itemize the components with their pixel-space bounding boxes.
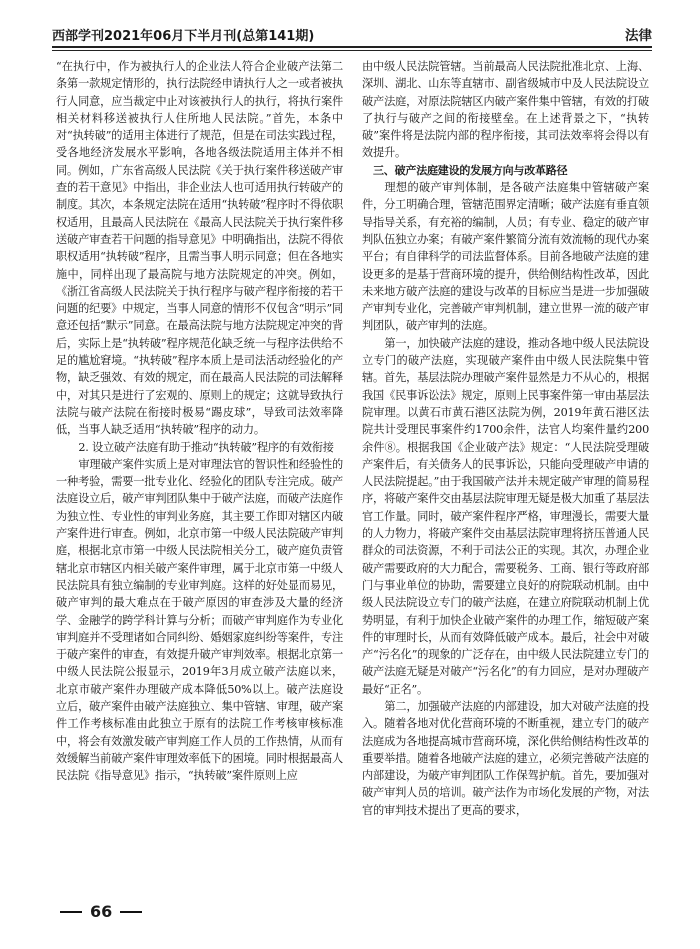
- page-number: 66: [90, 902, 113, 921]
- paragraph: 审理破产案件实质上是对审理法官的智识性和经验性的一种考验，需要一批专业化、经验化的团队专注完成。破产法庭设立后，破产审判团队集中于破产法庭，而破产法庭作为独立性、专业性的审判业务庭，其主要工作即对辖区内破产案件进行审查。例如，北京市第一中级人民法院破产审判庭，根据北京市第一中级人民法院相关分工，破产庭负责管辖北京市辖区内相关破产案件审理，属于北京市第一中级人民法院具有独立编制的专业审判庭。这样的好处显而易见，破产审判的最大难点在于破产原因的审查涉及大量的经济学、金融学的跨学科计算与分析；而破产审判庭作为专业化审判庭并不受理诸如合同纠纷、婚姻家庭纠纷等案件，专注于破产案件的审查，有效提升破产审判效率。根据北京第一中级人民法院公报显示，2019年3月成立破产法庭以来，北京市破产案件办理破产成本降低50%以上。破产法庭设立后，破产案件由破产法庭独立、集中管辖、审理，破产案件工作考核标准由此独立于原有的法院工作考核审核标准中，将会有效激发破产审判庭工作人员的工作热情，从而有效缓解当前破产案件审理效率低下的困境。同时根据最高人民法院《指导意见》指示，“执转破”案件原则上应: [56, 457, 343, 783]
- paragraph: 由中级人民法院管辖。当前最高人民法院批准北京、上海、深圳、湖北、山东等直辖市、副省级城市中及人民法院设立破产法庭，对原法院辖区内破产案件集中管辖，有效的打破了执行与破产之间的衔接壁垒。在上述背景之下，“执转破”案件将是法院内部的程序衔接，其司法效率将会得以有效提升。: [362, 60, 649, 160]
- header-rule-thin: [52, 50, 652, 51]
- journal-issue-title: 西部学刊2021年06月下半月刊(总第141期): [52, 29, 315, 44]
- paragraph: 理想的破产审判体制，是各破产法庭集中管辖破产案件，分工明确合理，管辖范围界定清晰；破产法庭有垂直领导指导关系，有充裕的编制，人员；有专业、稳定的破产审判队伍独立办案；有破产案件繁简分流有效流畅的现代办案平台；有自律科学的司法监督体系。目前各地破产法庭的建设更多的是基于营商环境的提升，供给侧结构性改革，因此未来地方破产法庭的建设与改革的目标应当是进一步加强破产审判专业化，完善破产审判机制，建立世界一流的破产审判团队，破产审判的法庭。: [362, 181, 649, 333]
- paragraph: 第二，加强破产法庭的内部建设，加大对破产法庭的投入。随着各地对优化营商环境的不断重视，建立专门的破产法庭成为各地提高城市营商环境，深化供给侧结构性改革的重要举措。随着各地破产法庭的建立，必须完善破产法庭的内部建设，为破产审判团队工作保驾护航。首先，要加强对破产审判人员的培训。破产法作为市场化发展的产物，对法官的审判技术提出了更高的要求，: [362, 699, 649, 817]
- header-rule-thick: [52, 46, 652, 48]
- paragraph: 第一，加快破产法庭的建设，推动各地中级人民法院设立专门的破产法庭，实现破产案件由中级人民法院集中管辖。首先，基层法院办理破产案件显然是力不从心的，根据我国《民事诉讼法》规定，原则上民事案件第一审由基层法院审理。以黄石市黄石港区法院为例，2019年黄石港区法院共计受理民事案件约1700余件，法官人均案件量约200余件⑧。根据我国《企业破产法》规定：“人民法院受理破产案件后，有关债务人的民事诉讼，只能向受理破产申请的人民法院提起。”由于我国破产法并未规定破产审理的简易程序，将破产案件交由基层法院审理无疑是极大加重了基层法官工作量。同时，破产案件程序严格，审理漫长，需要大量的人力物力，将破产案件交由基层法院审理将挤压普通人民群众的司法资源，不利于司法公正的实现。其次，办理企业破产需要政府的大力配合，需要税务、工商、银行等政府部门与事业单位的协助，需要建立良好的府院联动机制。由中级人民法院设立专门的破产法庭，在建立府院联动机制上优势明显，有利于加快企业破产案件的办理工作，缩短破产案件的审理时长，从而有效降低破产成本。最后，社会中对破产“污名化”的现象的广泛存在，由中级人民法院建立专门的破产法庭无疑是对破产“污名化”的有力回应，是对办理破产最好“正名”。: [362, 336, 649, 696]
- footer-dash-right: [120, 911, 142, 913]
- running-header: [52, 18, 652, 44]
- footer-dash-left: [60, 911, 82, 913]
- left-column: [56, 58, 343, 888]
- right-column: [362, 58, 649, 888]
- section-label: 法律: [625, 28, 652, 44]
- section-heading: 三、破产法庭建设的发展方向与改革路径: [373, 163, 568, 177]
- page-footer: [60, 902, 142, 921]
- subheading: 2. 设立破产法庭有助于推动“执转破”程序的有效衔接: [78, 440, 334, 454]
- paragraph: “在执行中，作为被执行人的企业法人符合企业破产法第二条第一款规定情形的，执行法院经申请执行人之一或者被执行人同意，应当裁定中止对该被执行人的执行，将执行案件相关材料移送被执行人住所地人民法院。”首先，本条中对“执转破”的适用主体进行了规范，但是在司法实践过程，受各地经济发展水平影响，各地各级法院适用主体并不相同。例如，广东省高级人民法院《关于执行案件移送破产审查的若干意见》中指出，非企业法人也可适用执行转破产的制度。其次，本条规定法院在适用“执转破”程序时不得依职权适用，且最高人民法院在《最高人民法院关于执行案件移送破产审查若干问题的指导意见》中明确指出，法院不得依职权适用“执转破”程序，且需当事人明示同意；但在各地实施中，同样出现了最高院与地方法院规定的冲突。例如，《浙江省高级人民法院关于执行程序与破产程序衔接的若干问题的纪要》中规定，当事人同意的情形不仅包含“明示”同意还包括“默示”同意。在最高法院与地方法院规定冲突的背后，实际上是“执转破”程序规范化缺乏统一与程序法供给不足的尴尬窘境。“执转破”程序本质上是司法活动经验化的产物，缺乏强效、有效的规定，而在最高人民法院的司法解释中，对其只是进行了宏观的、原则上的规定；这就导致执行法院与破产法院在衔接时极易“踢皮球”，导致司法效率降低，当事人缺乏适用“执转破”程序的动力。: [56, 60, 343, 437]
